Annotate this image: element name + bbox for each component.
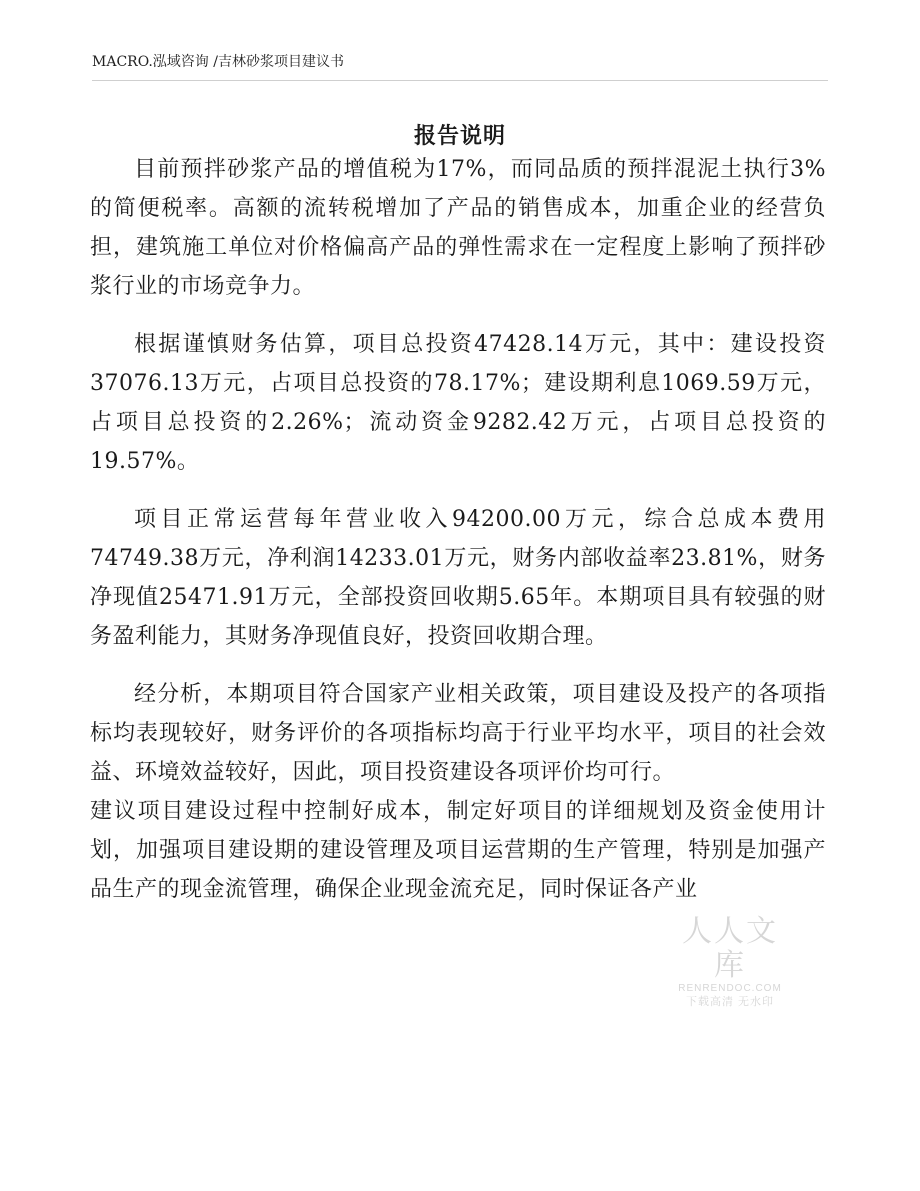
paragraph-investment: 根据谨慎财务估算，项目总投资47428.14万元，其中：建设投资37076.13万元，占项目总投资的78.17%；建设期利息1069.59万元，占项目总投资的2.26%；流动资金9282.42万元，占项目总投资的19.57%。 xyxy=(90,332,826,474)
watermark-tagline: 下载高清 无水印 xyxy=(685,996,775,1008)
watermark xyxy=(670,915,790,1009)
running-header: MACRO.泓域咨询 /吉林砂浆项目建议书 xyxy=(92,54,344,70)
header-divider xyxy=(92,80,828,81)
watermark-domain: RENRENDOC.COM xyxy=(678,983,782,994)
paragraph-revenue: 项目正常运营每年营业收入94200.00万元，综合总成本费用74749.38万元，净利润14233.01万元，财务内部收益率23.81%，财务净现值25471.91万元，全部投资回收期5.65年。本期项目具有较强的财务盈利能力，其财务净现值良好，投资回收期合理。 xyxy=(90,507,826,649)
paragraph-vat: 目前预拌砂浆产品的增值税为17%，而同品质的预拌混泥土执行3%的简便税率。高额的流转税增加了产品的销售成本，加重企业的经营负担，建筑施工单位对价格偏高产品的弹性需求在一定程度上影响了预拌砂浆行业的市场竞争力。 xyxy=(90,157,826,299)
watermark-logo: 人人文库 xyxy=(682,915,778,982)
paragraph-recommendation: 建议项目建设过程中控制好成本，制定好项目的详细规划及资金使用计划，加强项目建设期的建设管理及项目运营期的生产管理，特别是加强产品生产的现金流管理，确保企业现金流充足，同时保证各产业 xyxy=(90,799,826,902)
section-title: 报告说明 xyxy=(413,123,506,149)
paragraph-analysis: 经分析，本期项目符合国家产业相关政策，项目建设及投产的各项指标均表现较好，财务评价的各项指标均高于行业平均水平，项目的社会效益、环境效益较好，因此，项目投资建设各项评价均可行。 xyxy=(90,682,826,785)
document-body xyxy=(90,150,826,928)
